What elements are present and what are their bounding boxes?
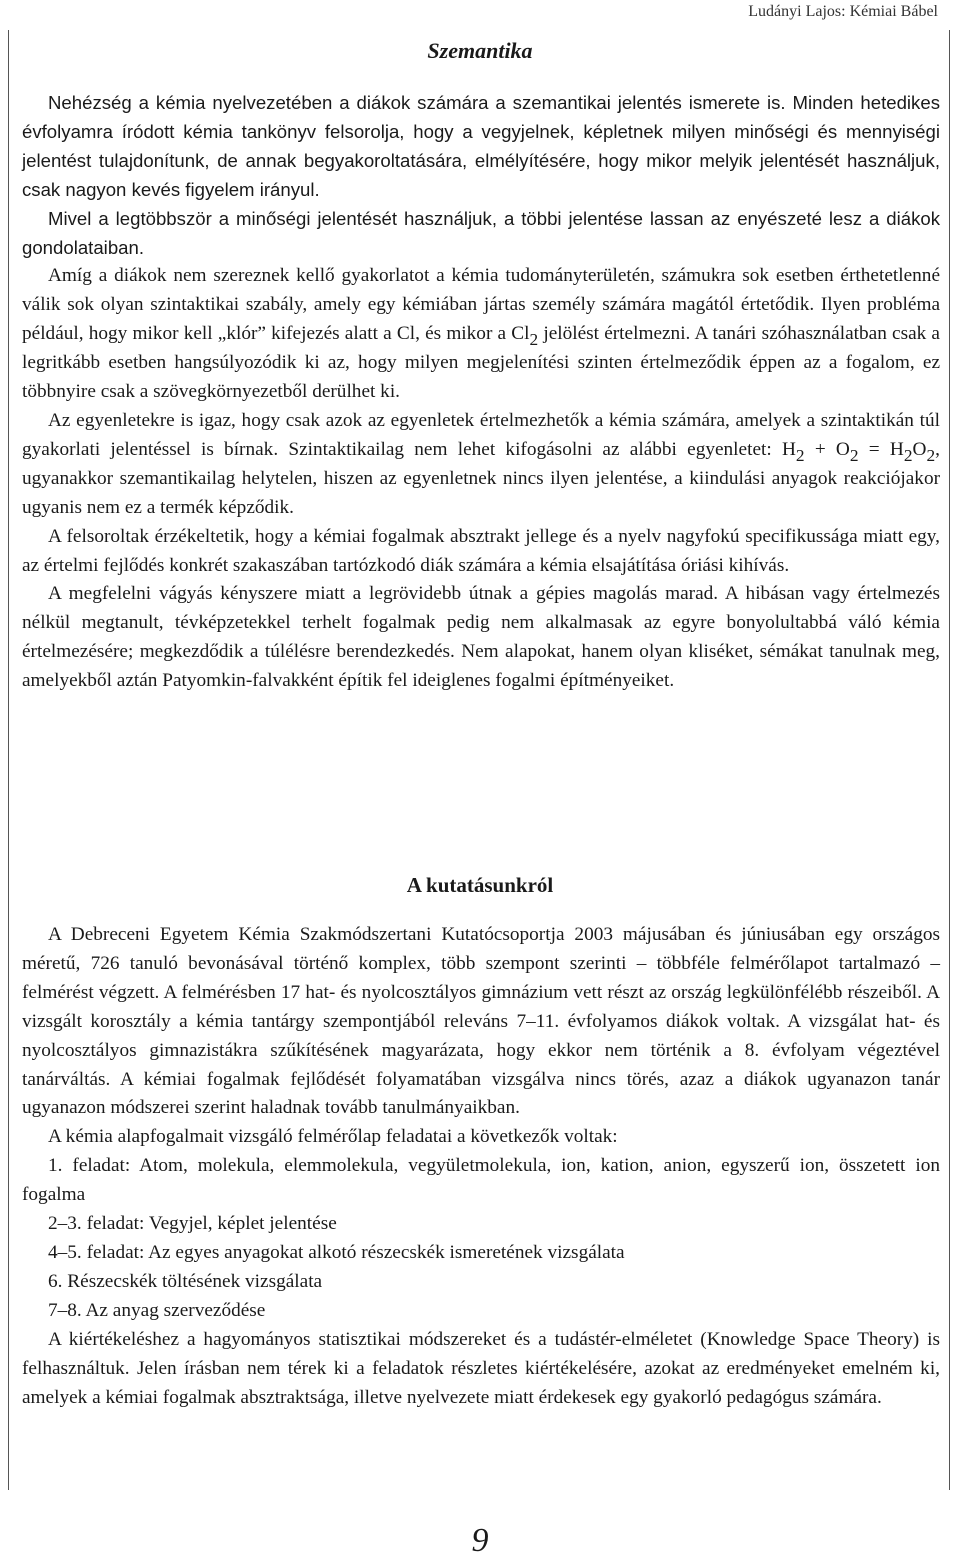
page-number: 9 xyxy=(471,1522,489,1559)
paragraph: Amíg a diákok nem szereznek kellő gyakorlatot a kémia tudományterületén, számukra sok esetben érthetetlenné válik sok olyan szintaktikai szabály, amely egy kémiában jártas személy számára magától értetődik. Ilyen probléma például, hogy mikor kell „klór” kifejezés alatt a Cl, és mikor a $Cl_2$ jelölést értelmezni. A tanári szóhasználatban csak a legritkább esetben hangsúlyozódik ki az, hogy milyen megjelenítési szinten értelmeződik éppen az a fogalom, ez többnyire csak a szövegkörnyezetből derülhet ki. xyxy=(22,265,940,403)
paragraph: Nehézség a kémia nyelvezetében a diákok számára a szemantikai jelentés ismerete is. Minden hetedikes évfolyamra íródott kémia tankönyv felsorolja, hogy a vegyjelnek, képletnek milyen minőségi és mennyiségi jelentést tulajdonítunk, de annak begyakoroltatására, elmélyítésére, hogy mikor melyik jelentését használjuk, csak nagyon kevés figyelem irányul. xyxy=(22,92,940,200)
running-head: Ludányi Lajos: Kémiai Bábel xyxy=(748,3,938,20)
list-item: 4–5. feladat: Az egyes anyagokat alkotó részecskék ismeretének vizsgálata xyxy=(48,1241,625,1263)
list-item: 7–8. Az anyag szerveződése xyxy=(48,1299,266,1321)
paragraph: A Debreceni Egyetem Kémia Szakmódszertani Kutatócsoportja 2003 májusában és júniusában egy országos méretű, 726 tanuló bevonásával történő komplex, több szempont szerinti – többféle felmérőlapot tartalmazó – felmérést végzett. A felmérésben 17 hat- és nyolcosztályos gimnázium vett részt az ország legkülönfélébb részeiből. A vizsgált korosztály a kémia tantárgy szempontjából releváns 7–11. évfolyamos diákok voltak. A vizsgálat hat- és nyolcosztályos gimnazistákra szűkítésének magyarázata, hogy ekkor nem történik a 8. évfolyam végeztével tanárváltás. A kémiai fogalmak fejlődését folyamatában vizsgálva nincs törés, azaz a diákok ugyanazon tanár ugyanazon módszerei szerint haladnak tovább tanulmányaikban. xyxy=(22,924,940,1119)
list-item: 1. feladat: Atom, molekula, elemmolekula, vegyületmolekula, ion, kation, anion, egyszerű ion, összetett ion fogalma xyxy=(22,1155,940,1206)
right-margin-rule xyxy=(949,30,950,1490)
section-title-kutatasunkrol: A kutatásunkról xyxy=(406,873,554,897)
section-kutatasunkrol-body xyxy=(22,921,940,1412)
list-item: 2–3. feladat: Vegyjel, képlet jelentése xyxy=(48,1213,337,1235)
list-item: 6. Részecskék töltésének vizsgálata xyxy=(48,1270,323,1292)
paragraph: Mivel a legtöbbször a minőségi jelentését használjuk, a többi jelentése lassan az enyészeté lesz a diákok gondolataiban. xyxy=(22,207,940,258)
section-title-szemantika: Szemantika xyxy=(427,38,533,63)
paragraph: A kiértékeléshez a hagyományos statisztikai módszereket és a tudástér-elméletet (Knowledge Space Theory) is felhasználtuk. Jelen írásban nem térek ki a feladatok részletes kiértékelésére, azokat az eredményeket emelném ki, amelyek a kémiai fogalmak absztraktsága, illetve nyelvezete miatt érdekesek egy gyakorló pedagógus számára. xyxy=(22,1328,940,1408)
paragraph: A megfelelni vágyás kényszere miatt a legrövidebb útnak a gépies magolás marad. A hibásan vagy értelmezés nélkül megtanult, tévképzetekkel terhelt fogalmak pedig nem alkalmasak az egyre bonyolultabbá váló kémia értelmezésére; megkezdődik a túlélésre berendezkedés. Nem alapokat, hanem olyan kliséket, sémákat tanulnak meg, amelyekből aztán Patyomkin-falvakként építik fel ideiglenes fogalmi építményeiket. xyxy=(22,583,940,692)
left-margin-rule xyxy=(8,30,9,1490)
paragraph: Az egyenletekre is igaz, hogy csak azok az egyenletek értelmezhetők a kémia számára, amelyek a szintaktikán túl gyakorlati jelentéssel is bírnak. Szintaktikailag nem lehet kifogásolni az alábbi egyenletet: $H_2 + O_2 = H_2O_2$, ugyanakkor szemantikailag helytelen, hiszen az egyenletnek nincs ilyen jelentése, a kiindulási anyagok reakciójakor ugyanis nem ez a termék képződik. xyxy=(22,409,940,518)
section-szemantika-body xyxy=(22,89,940,696)
paragraph: A felsoroltak érzékeltetik, hogy a kémiai fogalmak absztrakt jellege és a nyelv nagyfokú specifikussága miatt egy, az értelmi fejlődés konkrét szakaszában tartózkodó diák számára a kémia elsajátítása óriási kihívás. xyxy=(22,525,940,576)
paragraph: A kémia alapfogalmait vizsgáló felmérőlap feladatai a következők voltak: xyxy=(48,1126,618,1148)
